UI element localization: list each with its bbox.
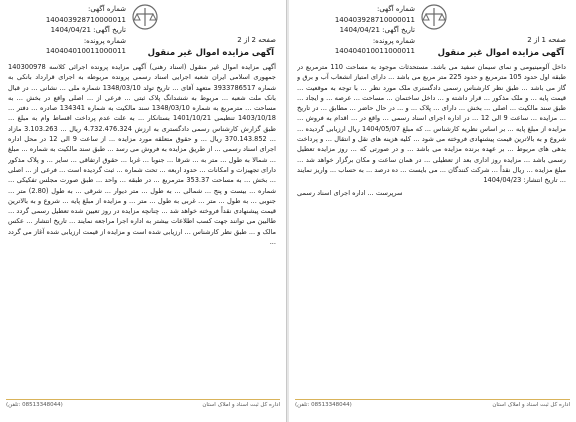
footer-office: اداره کل ثبت اسناد و املاک استان <box>202 402 280 408</box>
case-number: شماره پرونده: 140404010011000011 <box>334 36 415 55</box>
notice-body-text: داخل آلومینیومی و نمای سیمان سفید می باشد. مستحدثات موجود به مساحت 110 مترمربع در طبقه اول حدود 105 مترمربع و حدود 225 متر مربع می باشد ... دارای امتیاز انشعاب آب و برق و گاز می باشد ... طبق نظر کارشناس رسمی دادگستری ملک مورد نظر ... با توجه به موقعیت ... قیمت پایه ... و ملک مذکور ... قرار داشته و ... داخل ساختمان ... مساحت ... عرصه ... و ایجاد ... طبق سند مالکیت ... اصلی ... بخش ... دارای ... پلاک ... و ... در حال حاضر ... مطابق ... در تاریخ ... مزایده ... ساعت 9 الی 12 ... در اداره اجرای اسناد رسمی ... واقع در ... اقدام به فروش ... مزایده از مبلغ پایه ... بر اساس نظریه کارشناس ... که مبلغ 1404/05/07 ریال ارزیابی گردیده ... شروع و به بالاترین قیمت پیشنهادی فروخته می شود ... کلیه هزینه های نقل و انتقال ... و پرداخت بدهی های مربوط ... بر عهده برنده مزایده می باشد ... و در صورتی که ... روز مزایده تعطیل رسمی باشد ... مزایده روز اداری بعد از تعطیلی ... در همان ساعت و مکان برگزار خواهد شد ... مبلغ مزایده ... ریال نقداً ... شرکت کنندگان ... می بایست ... ده درصد ... به حساب ... واریز نمایند ... تاریخ انتشار: 1404/04/23 <box>297 63 566 185</box>
notice-title: آگهی مزایده اموال غیر منقول <box>437 48 564 58</box>
notice-date: تاریخ آگهی: 1404/04/21 <box>339 26 415 34</box>
notice-number: شماره آگهی: 140403928710000011 <box>334 5 415 24</box>
footer-phone: (08513348044 :تلفن) <box>6 402 63 408</box>
notice-page-2 <box>0 0 287 422</box>
page-number: صفحه 2 از 2 <box>237 36 276 44</box>
notice-page-1 <box>289 0 576 422</box>
footer-phone: (08513348044 :تلفن) <box>295 402 352 408</box>
notice-body <box>297 62 566 402</box>
notice-date: تاریخ آگهی: 1404/04/21 <box>50 26 126 34</box>
notice-title: آگهی مزایده اموال غیر منقول <box>147 48 274 58</box>
notice-number: شماره آگهی: 140403928710000011 <box>45 5 126 24</box>
page-footer <box>295 399 570 412</box>
notice-signoff: سرپرست ... اداره اجرای اسناد رسمی <box>297 188 403 197</box>
judiciary-emblem-icon <box>419 2 449 32</box>
page-number: صفحه 1 از 2 <box>527 36 566 44</box>
case-number: شماره پرونده: 140404010011000011 <box>45 36 126 55</box>
page-footer <box>6 399 280 412</box>
footer-office: اداره کل ثبت اسناد و املاک استان <box>492 402 570 408</box>
notice-body: آگهی مزایده اموال غیر منقول (اسناد رهنی) آگهی مزایده پرونده اجرائی کلاسه 140300978 جمهوری اسلامی ایران شعبه اجرایی اسناد رسمی پرونده مربوطه به اجرای قرارداد بانکی به شماره 3933786517 متعهد آقای ... تاریخ تولد 1348/03/10 شماره ملی ... نشانی ... در قبال بانک ملت شعبه ... مربوط به ششدانگ پلاک ثبتی ... فرعی از ... اصلی واقع در بخش ... به مساحت ... مترمربع به شماره 1348/03/10 سند مالکیت به شماره 134341 صادره ... دفتر ... 1403/10/18 تنظیمی 1401/10/21 بستانکار ... به علت عدم پرداخت اقساط وام به مبلغ ... طبق گزارش کارشناس رسمی دادگستری به ارزش 4.732.476.324 ریال ... 3.103.263 مازاد ... 370.143.852 ریال ... و حقوق متعلقه مورد مزایده ... از ساعت 9 الی 12 در محل اداره اجرای اسناد رسمی ... از طریق مزایده به فروش می رسد ... طبق سند مالکیت به شماره ... مبلغ ... شمالا به طول ... متر به ... شرقا ... جنوبا ... غربا ... حقوق ارتفاقی ... سایر ... و پلاک مذکور دارای تجهیزات و امکانات ... حدود اربعه ... تحت شماره ... ثبت گردیده است ... فرعی از ... اصلی ... بخش ... به مساحت 353.37 مترمربع ... در طبقه ... واحد ... طبق صورت مجلس تفکیکی ... شماره ... بیست و پنج ... شمالی ... به طول ... متر دیوار ... شرقی ... به طول (2.80) متر ... جنوبی ... به طول ... متر ... غربی به طول ... متر ... و مزایده از مبلغ پایه ... شروع و به بالاترین قیمت پیشنهادی نقداً فروخته خواهد شد ... چنانچه مزایده در روز تعیین شده تعطیل رسمی گردد ... طالبین می توانند جهت کسب اطلاعات بیشتر به اداره اجرا مراجعه نمایند ... تاریخ انتشار ... عکس مالک و ... طبق نظر کارشناس ... ارزیابی شده است و مزایده از قیمت ارزیابی شده آغاز می گردد ... <box>8 63 276 247</box>
judiciary-emblem-icon <box>130 2 160 32</box>
